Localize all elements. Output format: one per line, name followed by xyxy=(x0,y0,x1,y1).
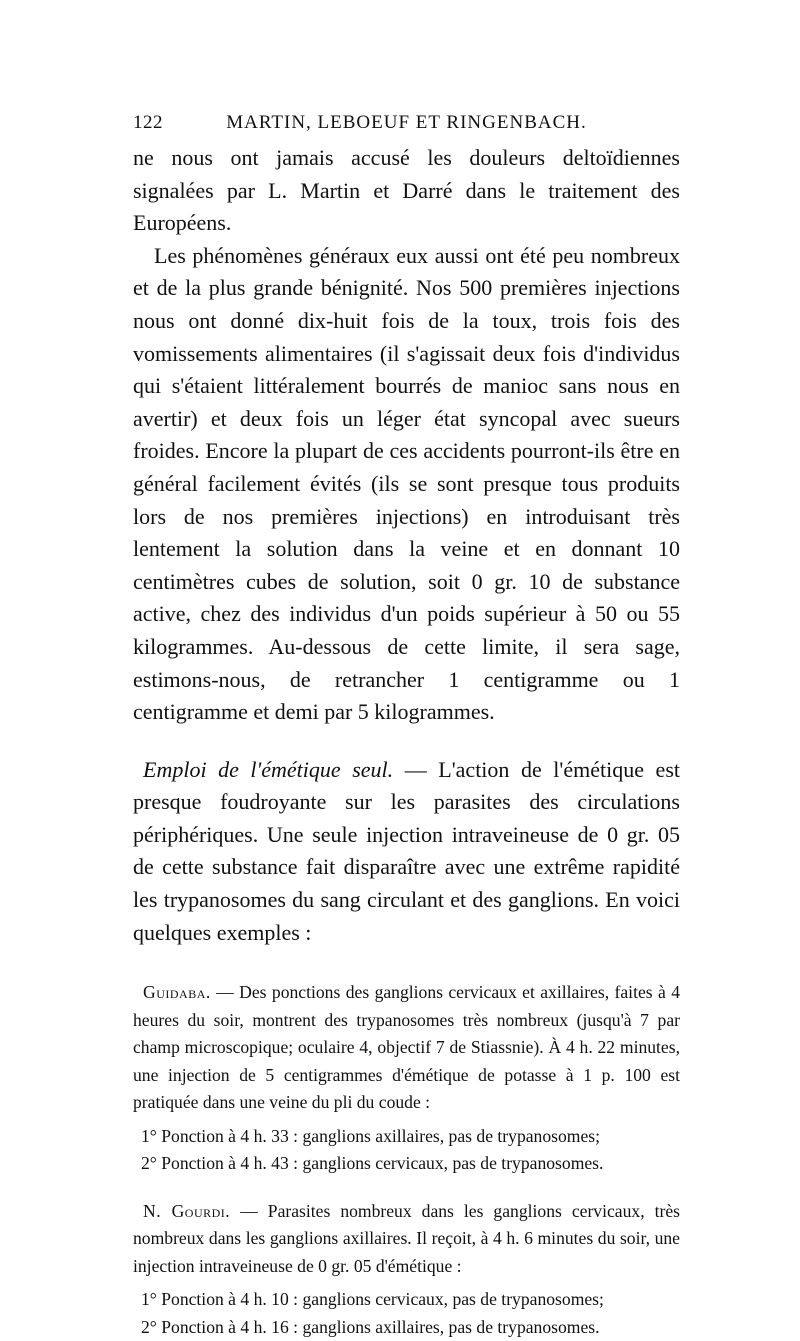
body-text xyxy=(133,142,680,949)
punction-item: 2° Ponction à 4 h. 16 : ganglions axillaires, pas de trypanosomes. xyxy=(141,1316,600,1337)
punction-list xyxy=(133,1123,680,1178)
document-page xyxy=(133,108,680,1341)
paragraph-general-phenomena: Les phénomènes généraux eux aussi ont été peu nombreux et de la plus grande bénignité. Nos 500 premières injections nous ont donné dix-huit fois de la toux, trois fois des vomissements alimentaires (il s'agissait deux fois d'individus qui s'étaient littéralement bourrés de manioc sans nous en avertir) et deux fois un léger état syncopal avec sueurs froides. Encore la plupart de ces accidents pourront-ils être en général facilement évités (ils se sont presque tous produits lors de nos premières injections) en introduisant très lentement la solution dans la veine et en donnant 10 centimètres cubes de solution, soit 0 gr. 10 de substance active, chez des individus d'un poids supérieur à 50 ou 55 kilogrammes. Au-dessous de cette limite, il sera sage, estimons-nous, de retrancher 1 centigramme ou 1 centigramme et demi par 5 kilogrammes. xyxy=(133,242,680,725)
case-guidaba xyxy=(133,979,680,1178)
case-gourdi xyxy=(133,1198,680,1341)
punction-item: 1° Ponction à 4 h. 10 : ganglions cervicaux, pas de trypanosomes; xyxy=(141,1289,604,1310)
punction-item: 1° Ponction à 4 h. 33 : ganglions axillaires, pas de trypanosomes; xyxy=(141,1125,601,1146)
punction-item: 2° Ponction à 4 h. 43 : ganglions cervicaux, pas de trypanosomes. xyxy=(141,1153,604,1174)
case-text: — Parasites nombreux dans les ganglions cervicaux, très nombreux dans les ganglions axillaires. Il reçoit, à 4 h. 6 minutes du soir, une injection intraveineuse de 0 gr. 05 d'émétique : xyxy=(133,1200,680,1276)
section-heading: Emploi de l'émétique seul. xyxy=(143,756,394,782)
section-paragraph xyxy=(133,754,680,950)
case-name: N. Gourdi. xyxy=(143,1200,231,1221)
section-text: — L'action de l'émétique est presque foudroyante sur les parasites des circulations périphériques. Une seule injection intraveineuse de 0 gr. 05 de cette substance fait disparaître avec une extrême rapidité les trypanosomes du sang circulant et des ganglions. En voici quelques exemples : xyxy=(133,756,680,945)
running-header xyxy=(133,108,680,142)
case-paragraph xyxy=(133,979,680,1117)
case-paragraph xyxy=(133,1198,680,1281)
case-name: Guidaba. xyxy=(143,982,211,1003)
running-title: MARTIN, LEBOEUF ET RINGENBACH. xyxy=(226,112,587,133)
section-emetique xyxy=(133,754,680,950)
case-text: — Des ponctions des ganglions cervicaux et axillaires, faites à 4 heures du soir, montrent des trypanosomes très nombreux (jusqu'à 7 par champ microscopique; oculaire 4, objectif 7 de Stiassnie). À 4 h. 22 minutes, une injection de 5 centigrammes d'émétique de potasse à 1 p. 100 est pratiquée dans une veine du pli du coude : xyxy=(133,982,680,1113)
punction-list xyxy=(133,1286,680,1341)
page-number: 122 xyxy=(133,112,163,133)
paragraph-continuation: ne nous ont jamais accusé les douleurs deltoïdiennes signalées par L. Martin et Darré dans le traitement des Européens. xyxy=(133,145,680,236)
